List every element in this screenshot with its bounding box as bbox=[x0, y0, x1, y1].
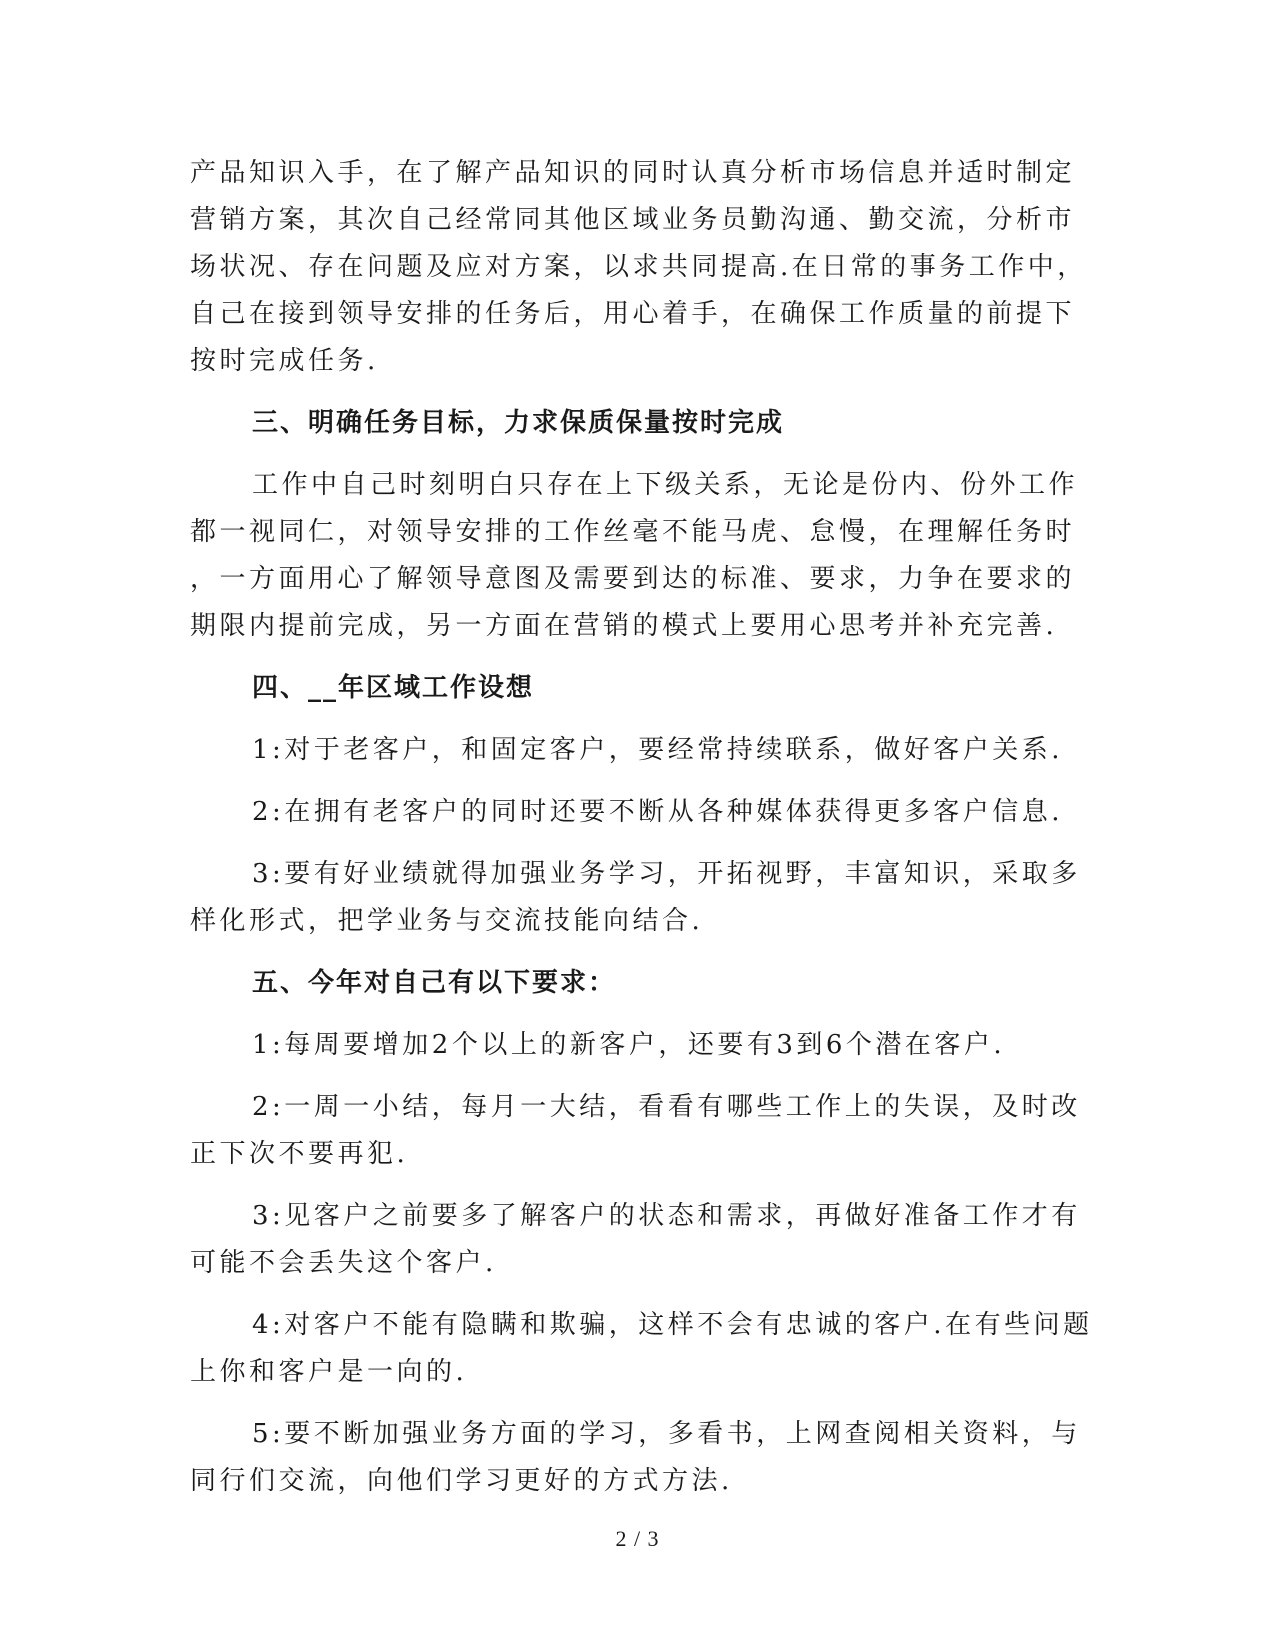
heading-text: 三、明确任务目标，力求保质保量按时完成 bbox=[252, 408, 785, 438]
document-body bbox=[190, 150, 1093, 1505]
plan-item-3 bbox=[190, 851, 1081, 945]
text-line: 营销方案，其次自己经常同其他区域业务员勤沟通、勤交流，分析市 bbox=[190, 205, 1076, 235]
text-line: 3:见客户之前要多了解客户的状态和需求，再做好准备工作才有 bbox=[252, 1201, 1081, 1231]
section-heading-4 bbox=[190, 665, 1070, 712]
text-line: 都一视同仁，对领导安排的工作丝毫不能马虎、怠慢，在理解任务时 bbox=[190, 517, 1076, 547]
text-line: 可能不会丢失这个客户. bbox=[190, 1248, 497, 1278]
text-line: 3:要有好业绩就得加强业务学习，开拓视野，丰富知识，采取多 bbox=[252, 859, 1081, 889]
text-line: 5:要不断加强业务方面的学习，多看书，上网查阅相关资料，与 bbox=[252, 1419, 1081, 1449]
text-line: 1:对于老客户，和固定客户，要经常持续联系，做好客户关系. bbox=[252, 735, 1064, 765]
heading-text: 五、今年对自己有以下要求： bbox=[252, 968, 617, 998]
text-line: 自己在接到领导安排的任务后，用心着手，在确保工作质量的前提下 bbox=[190, 299, 1076, 329]
text-line: 2:在拥有老客户的同时还要不断从各种媒体获得更多客户信息. bbox=[252, 797, 1064, 827]
requirement-item-4 bbox=[190, 1302, 1093, 1396]
plan-item-2 bbox=[190, 789, 1070, 836]
requirement-item-3 bbox=[190, 1193, 1081, 1287]
section-heading-5 bbox=[190, 960, 1070, 1007]
requirement-item-2 bbox=[190, 1084, 1081, 1178]
text-line: 正下次不要再犯. bbox=[190, 1139, 409, 1169]
text-line: 1:每周要增加2个以上的新客户，还要有3到6个潜在客户. bbox=[252, 1030, 1006, 1060]
heading-text: 四、__年区域工作设想 bbox=[252, 673, 535, 703]
text-line: 上你和客户是一向的. bbox=[190, 1357, 468, 1387]
requirement-item-5 bbox=[190, 1411, 1081, 1505]
paragraph-continued bbox=[190, 150, 1087, 385]
text-line: 按时完成任务. bbox=[190, 346, 379, 376]
section-heading-3 bbox=[190, 400, 1070, 447]
requirement-item-1 bbox=[190, 1022, 1070, 1069]
text-line: 2:一周一小结，每月一大结，看看有哪些工作上的失误，及时改 bbox=[252, 1092, 1081, 1122]
text-line: 期限内提前完成，另一方面在营销的模式上要用心思考并补充完善. bbox=[190, 611, 1058, 641]
paragraph-task-goals bbox=[190, 462, 1079, 650]
plan-item-1 bbox=[190, 727, 1070, 774]
text-line: ，一方面用心了解领导意图及需要到达的标准、要求，力争在要求的 bbox=[190, 564, 1076, 594]
text-line: 工作中自己时刻明白只存在上下级关系，无论是份内、份外工作 bbox=[252, 470, 1079, 500]
text-line: 4:对客户不能有隐瞒和欺骗，这样不会有忠诚的客户.在有些问题 bbox=[252, 1310, 1093, 1340]
text-line: 场状况、存在问题及应对方案，以求共同提高.在日常的事务工作中， bbox=[190, 252, 1087, 282]
text-line: 产品知识入手，在了解产品知识的同时认真分析市场信息并适时制定 bbox=[190, 158, 1076, 188]
text-line: 同行们交流，向他们学习更好的方式方法. bbox=[190, 1466, 733, 1496]
text-line: 样化形式，把学业务与交流技能向结合. bbox=[190, 906, 704, 936]
page-number: 2 / 3 bbox=[615, 1526, 660, 1551]
